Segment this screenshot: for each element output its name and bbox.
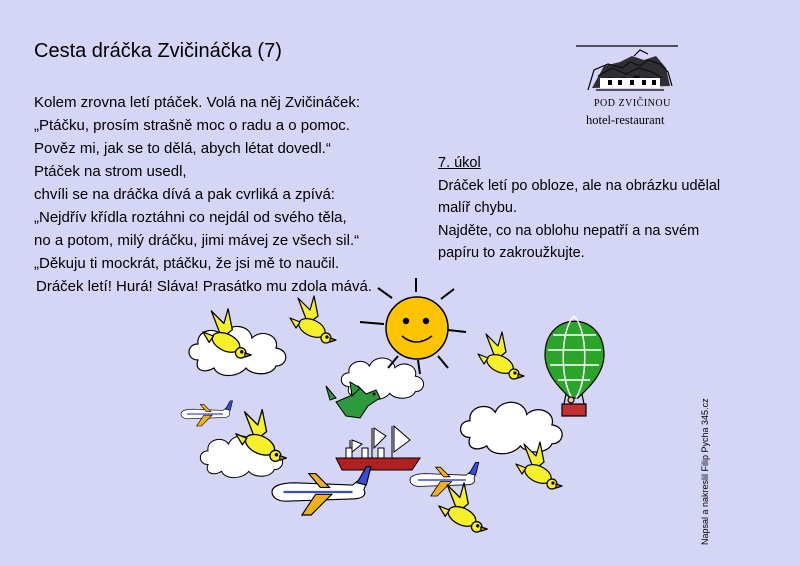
ship-icon bbox=[336, 426, 420, 470]
airplane-icon bbox=[410, 462, 479, 496]
poem-line: „Nejdřív křídla roztáhni co nejdál od svého těla, bbox=[34, 209, 347, 226]
hotel-subtitle: hotel-restaurant bbox=[586, 113, 665, 127]
airplane-icon bbox=[272, 467, 371, 515]
author-credit: Napsal a nakreslil Filip Pycha 345.cz bbox=[700, 398, 710, 545]
task-text: Dráček letí po obloze, ale na obrázku udělal bbox=[438, 177, 721, 194]
poem-line: „Ptáčku, prosím strašně moc o radu a o pomoc. bbox=[34, 117, 350, 134]
task-text: papíru to zakroužkujte. bbox=[438, 245, 585, 261]
task-heading: 7. úkol bbox=[438, 155, 481, 171]
poem-line: chvíli se na dráčka dívá a pak cvrliká a zpívá: bbox=[34, 186, 335, 203]
airplane-icon bbox=[181, 401, 233, 426]
poem-line: Pověz mi, jak se to dělá, abych létat dovedl.“ bbox=[34, 140, 331, 157]
bird-icon bbox=[290, 296, 336, 343]
bird-icon bbox=[439, 483, 487, 532]
poem-line: Kolem zrovna letí ptáček. Volá na něj Zvičináček: bbox=[34, 94, 361, 111]
poem-line: no a potom, milý dráčku, jimi mávej ze všech sil.“ bbox=[34, 232, 360, 249]
page-title: Cesta dráčka Zvičináčka (7) bbox=[34, 40, 282, 62]
task-text: malíř chybu. bbox=[438, 200, 517, 216]
poem-line: Ptáček na strom usedl, bbox=[34, 163, 187, 180]
task-text: Najděte, co na oblohu nepatří a na svém bbox=[438, 222, 700, 239]
poem-line: Dráček letí! Hurá! Sláva! Prasátko mu zdola mává. bbox=[36, 278, 372, 295]
cloud bbox=[461, 402, 563, 454]
bird-icon bbox=[478, 332, 524, 379]
hot-air-balloon-icon bbox=[545, 316, 604, 416]
poem-line: „Děkuju ti mockrát, ptáčku, že jsi mě to naučil. bbox=[34, 255, 340, 272]
hotel-name: POD ZVIČINOU bbox=[594, 98, 671, 109]
